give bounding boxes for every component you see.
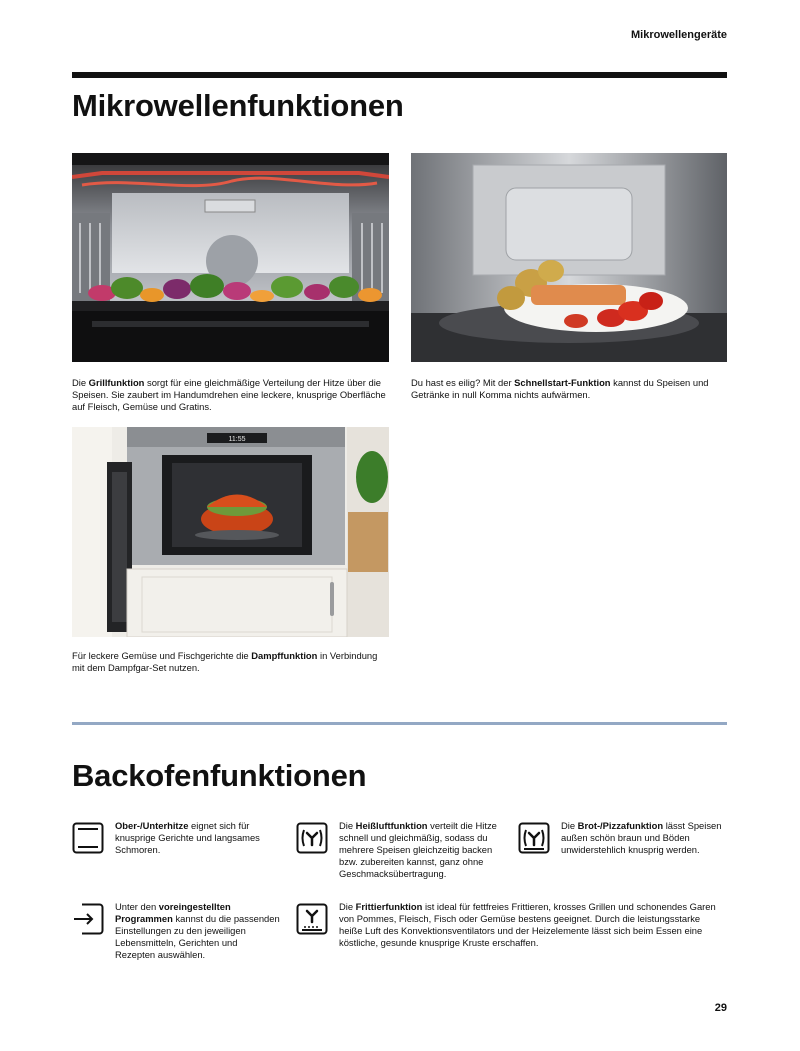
- top-bottom-heat-icon: [72, 822, 104, 854]
- preset-programs-icon: [72, 903, 104, 935]
- quickstart-photo: [411, 153, 727, 362]
- grill-caption: Die Grillfunktion sorgt für eine gleichmäßige Verteilung der Hitze über die Speisen. Sie zaubert im Handumdrehen eine leckere, knusprige Oberfläche auf Fleisch, Gemüse und Gratins.: [72, 377, 386, 412]
- hot-air-fan-icon: [296, 822, 328, 854]
- section-divider: [72, 722, 727, 725]
- oven-display-text: 11:55: [228, 436, 246, 443]
- page-number: 29: [714, 1002, 727, 1014]
- top-rule: [72, 72, 727, 78]
- microwave-title: Mikrowellenfunktionen: [72, 88, 404, 123]
- steam-photo: [72, 427, 389, 637]
- section-label: Mikrowellengeräte: [631, 29, 727, 41]
- quickstart-caption: Du hast es eilig? Mit der Schnellstart-Funktion kannst du Speisen und Getränke in null Komma nichts aufwärmen.: [411, 377, 709, 400]
- air-fry-icon: [296, 903, 328, 935]
- pizza-function-icon: [518, 822, 550, 854]
- grill-photo: [72, 153, 389, 362]
- oven-title: Backofenfunktionen: [72, 758, 367, 793]
- steam-caption: Für leckere Gemüse und Fischgerichte die Dampffunktion in Verbindung mit dem Dampfgar-Set nutzen.: [72, 650, 378, 673]
